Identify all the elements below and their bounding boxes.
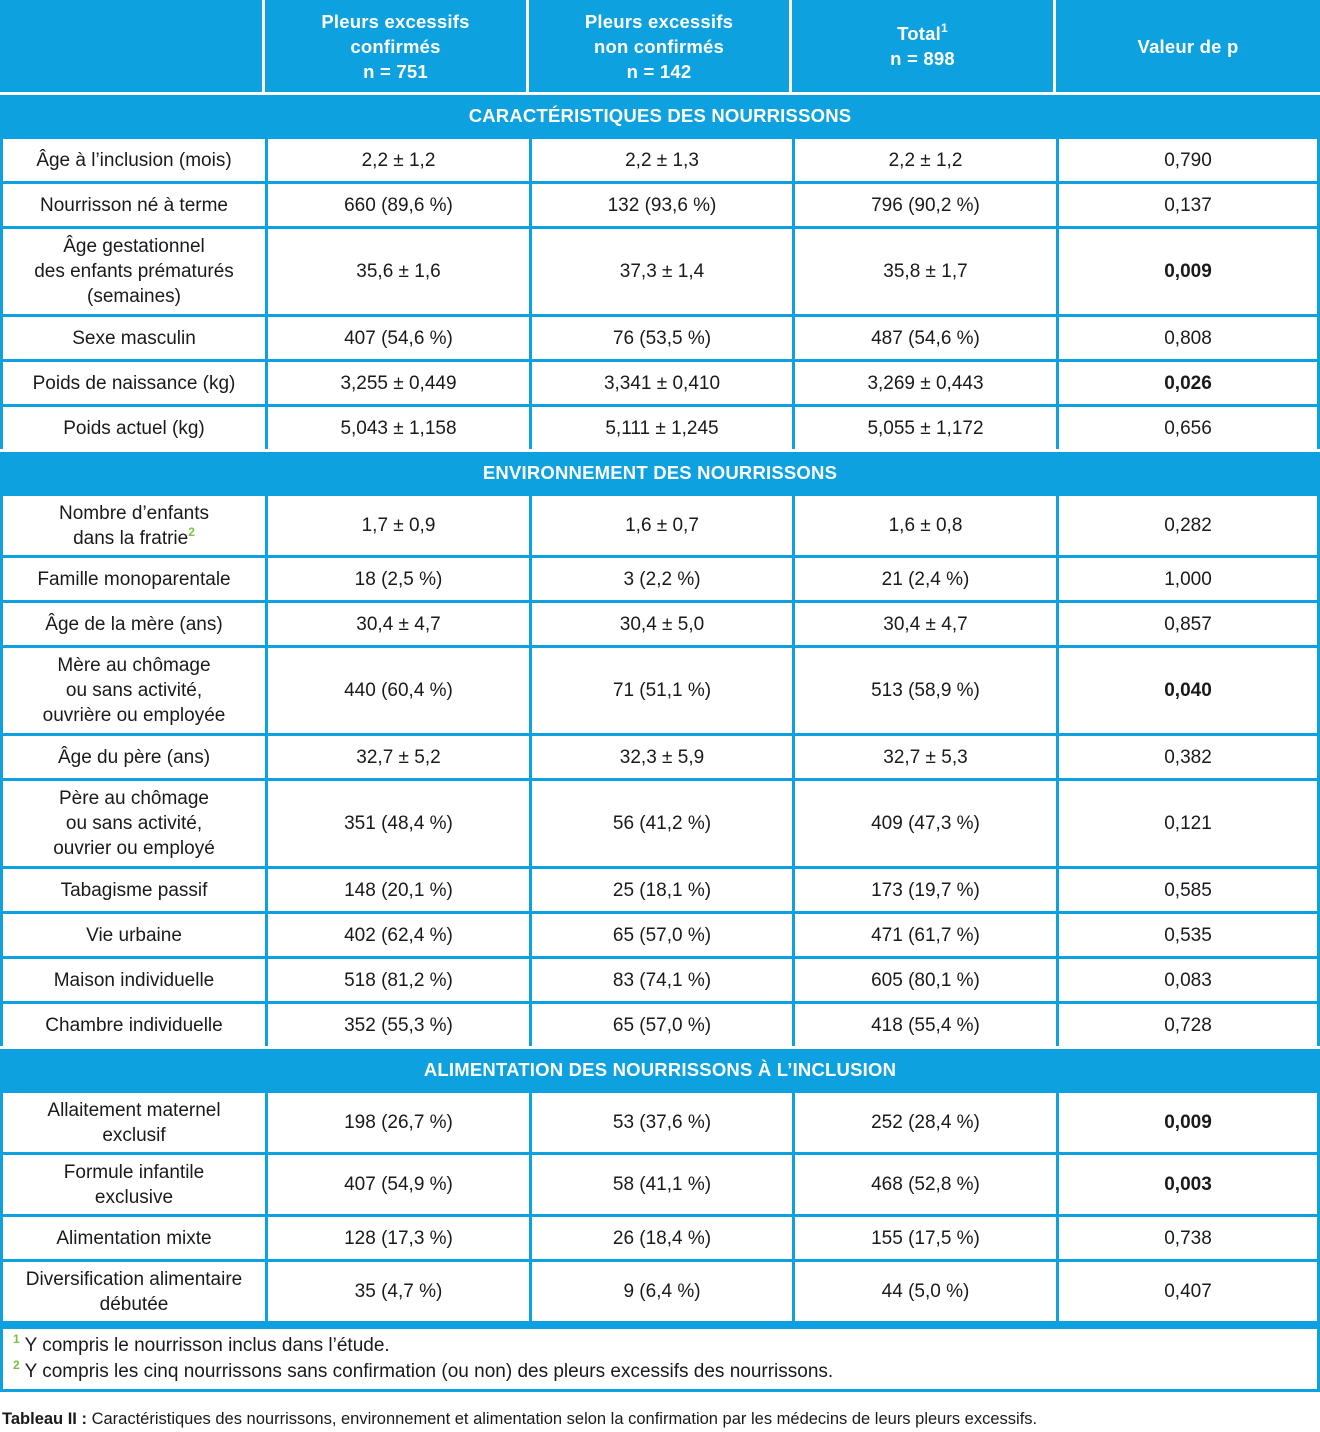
p-value-cell: 0,656 — [1056, 404, 1320, 449]
value-cell: 2,2 ± 1,3 — [529, 136, 792, 181]
value-cell: 351 (48,4 %) — [265, 778, 529, 866]
value-cell: 56 (41,2 %) — [529, 778, 792, 866]
value-cell: 471 (61,7 %) — [792, 911, 1056, 956]
value-cell: 148 (20,1 %) — [265, 866, 529, 911]
value-cell: 35,8 ± 1,7 — [792, 226, 1056, 314]
value-cell: 252 (28,4 %) — [792, 1090, 1056, 1152]
value-cell: 402 (62,4 %) — [265, 911, 529, 956]
value-cell: 30,4 ± 4,7 — [792, 600, 1056, 645]
p-value-cell: 0,382 — [1056, 733, 1320, 778]
value-cell: 37,3 ± 1,4 — [529, 226, 792, 314]
table-row — [0, 733, 1320, 778]
footnotes — [3, 1329, 1317, 1389]
p-value-cell: 0,808 — [1056, 314, 1320, 359]
section-title: CARACTÉRISTIQUES DES NOURRISSONS — [0, 92, 1320, 136]
p-value-cell: 0,009 — [1056, 1090, 1320, 1152]
footnote-marker: 2 — [188, 524, 195, 539]
value-cell: 352 (55,3 %) — [265, 1001, 529, 1046]
row-label: Père au chômage ou sans activité, ouvrier ou employé — [0, 778, 265, 866]
table-row — [0, 1214, 1320, 1259]
header-col-not-confirmed: Pleurs excessifs non confirmés n = 142 — [529, 0, 792, 92]
value-cell: 26 (18,4 %) — [529, 1214, 792, 1259]
value-cell: 605 (80,1 %) — [792, 956, 1056, 1001]
header-label-column — [0, 0, 265, 92]
row-label: Maison individuelle — [0, 956, 265, 1001]
caption-text: Caractéristiques des nourrissons, environnement et alimentation selon la confirmation par les médecins de leurs pleurs excessifs. — [91, 1410, 1038, 1428]
value-cell: 83 (74,1 %) — [529, 956, 792, 1001]
row-label: Âge de la mère (ans) — [0, 600, 265, 645]
value-cell: 65 (57,0 %) — [529, 911, 792, 956]
table-row — [0, 600, 1320, 645]
row-label: Nourrisson né à terme — [0, 181, 265, 226]
value-cell: 71 (51,1 %) — [529, 645, 792, 733]
value-cell: 407 (54,9 %) — [265, 1152, 529, 1214]
value-cell: 2,2 ± 1,2 — [265, 136, 529, 181]
p-value-cell: 0,857 — [1056, 600, 1320, 645]
value-cell: 30,4 ± 4,7 — [265, 600, 529, 645]
value-cell: 9 (6,4 %) — [529, 1259, 792, 1321]
value-cell: 132 (93,6 %) — [529, 181, 792, 226]
value-cell: 1,6 ± 0,8 — [792, 493, 1056, 555]
row-label: Poids de naissance (kg) — [0, 359, 265, 404]
table-row — [0, 1001, 1320, 1046]
row-label: Allaitement maternel exclusif — [0, 1090, 265, 1152]
value-cell: 1,6 ± 0,7 — [529, 493, 792, 555]
value-cell: 518 (81,2 %) — [265, 956, 529, 1001]
table-row — [0, 1259, 1320, 1321]
p-value-cell: 0,009 — [1056, 226, 1320, 314]
value-cell: 198 (26,7 %) — [265, 1090, 529, 1152]
table-row — [0, 911, 1320, 956]
value-cell: 155 (17,5 %) — [792, 1214, 1056, 1259]
value-cell: 5,111 ± 1,245 — [529, 404, 792, 449]
value-cell: 3,255 ± 0,449 — [265, 359, 529, 404]
table-row — [0, 314, 1320, 359]
table-row — [0, 778, 1320, 866]
row-label: Chambre individuelle — [0, 1001, 265, 1046]
value-cell: 32,7 ± 5,3 — [792, 733, 1056, 778]
row-label: Âge du père (ans) — [0, 733, 265, 778]
value-cell: 409 (47,3 %) — [792, 778, 1056, 866]
p-value-cell: 0,282 — [1056, 493, 1320, 555]
value-cell: 35 (4,7 %) — [265, 1259, 529, 1321]
table-row — [0, 226, 1320, 314]
header-col-total: Total$^1$ n = 898 — [792, 0, 1056, 92]
value-cell: 128 (17,3 %) — [265, 1214, 529, 1259]
value-cell: 2,2 ± 1,2 — [792, 136, 1056, 181]
row-label: Mère au chômage ou sans activité, ouvrière ou employée — [0, 645, 265, 733]
value-cell: 58 (41,1 %) — [529, 1152, 792, 1214]
p-value-cell: 0,407 — [1056, 1259, 1320, 1321]
table-row — [0, 136, 1320, 181]
table-row — [0, 1090, 1320, 1152]
table-header — [0, 0, 1320, 92]
section-header-row — [0, 92, 1320, 136]
value-cell: 660 (89,6 %) — [265, 181, 529, 226]
value-cell: 407 (54,6 %) — [265, 314, 529, 359]
value-cell: 18 (2,5 %) — [265, 555, 529, 600]
value-cell: 440 (60,4 %) — [265, 645, 529, 733]
table-body — [0, 92, 1320, 1321]
table-row — [0, 1152, 1320, 1214]
value-cell: 21 (2,4 %) — [792, 555, 1056, 600]
p-value-cell: 0,535 — [1056, 911, 1320, 956]
p-value-cell: 0,738 — [1056, 1214, 1320, 1259]
row-label: Famille monoparentale — [0, 555, 265, 600]
footnote: $^1$ Y compris le nourrisson inclus dans l’étude. — [13, 1332, 390, 1356]
row-label: Âge gestationnel des enfants prématurés (semaines) — [0, 226, 265, 314]
table-row — [0, 181, 1320, 226]
value-cell: 35,6 ± 1,6 — [265, 226, 529, 314]
table-caption — [2, 1410, 1037, 1429]
value-cell: 32,7 ± 5,2 — [265, 733, 529, 778]
p-value-cell: 0,137 — [1056, 181, 1320, 226]
value-cell: 173 (19,7 %) — [792, 866, 1056, 911]
footnote: $^2$ Y compris les cinq nourrissons sans confirmation (ou non) des pleurs excessifs des nourrissons. — [13, 1358, 834, 1382]
row-label: Formule infantile exclusive — [0, 1152, 265, 1214]
header-col-confirmed: Pleurs excessifs confirmés n = 751 — [265, 0, 529, 92]
value-cell: 25 (18,1 %) — [529, 866, 792, 911]
section-header-row — [0, 1046, 1320, 1090]
value-cell: 3,341 ± 0,410 — [529, 359, 792, 404]
table-row — [0, 404, 1320, 449]
p-value-cell: 0,728 — [1056, 1001, 1320, 1046]
table-row — [0, 555, 1320, 600]
value-cell: 5,043 ± 1,158 — [265, 404, 529, 449]
value-cell: 5,055 ± 1,172 — [792, 404, 1056, 449]
row-label: Diversification alimentaire débutée — [0, 1259, 265, 1321]
table-row — [0, 645, 1320, 733]
row-label: Nombre d’enfants dans la fratrie$^2$ — [0, 493, 265, 555]
value-cell: 468 (52,8 %) — [792, 1152, 1056, 1214]
row-label: Âge à l’inclusion (mois) — [0, 136, 265, 181]
caption-label: Tableau II : — [2, 1410, 87, 1428]
p-value-cell: 0,040 — [1056, 645, 1320, 733]
section-header-row — [0, 449, 1320, 493]
value-cell: 32,3 ± 5,9 — [529, 733, 792, 778]
table-row — [0, 866, 1320, 911]
p-value-cell: 1,000 — [1056, 555, 1320, 600]
value-cell: 65 (57,0 %) — [529, 1001, 792, 1046]
row-label: Sexe masculin — [0, 314, 265, 359]
value-cell: 30,4 ± 5,0 — [529, 600, 792, 645]
p-value-cell: 0,121 — [1056, 778, 1320, 866]
p-value-cell: 0,790 — [1056, 136, 1320, 181]
value-cell: 76 (53,5 %) — [529, 314, 792, 359]
p-value-cell: 0,026 — [1056, 359, 1320, 404]
value-cell: 487 (54,6 %) — [792, 314, 1056, 359]
value-cell: 418 (55,4 %) — [792, 1001, 1056, 1046]
value-cell: 53 (37,6 %) — [529, 1090, 792, 1152]
header-col-p-value: Valeur de p — [1137, 35, 1239, 57]
p-value-cell: 0,003 — [1056, 1152, 1320, 1214]
row-label: Vie urbaine — [0, 911, 265, 956]
value-cell: 3,269 ± 0,443 — [792, 359, 1056, 404]
row-label: Alimentation mixte — [0, 1214, 265, 1259]
table-row — [0, 359, 1320, 404]
section-title: ENVIRONNEMENT DES NOURRISSONS — [0, 449, 1320, 493]
row-label: Tabagisme passif — [0, 866, 265, 911]
table-row — [0, 493, 1320, 555]
value-cell: 1,7 ± 0,9 — [265, 493, 529, 555]
section-title: ALIMENTATION DES NOURRISSONS À L’INCLUSION — [0, 1046, 1320, 1090]
value-cell: 3 (2,2 %) — [529, 555, 792, 600]
row-label: Poids actuel (kg) — [0, 404, 265, 449]
value-cell: 44 (5,0 %) — [792, 1259, 1056, 1321]
p-value-cell: 0,585 — [1056, 866, 1320, 911]
value-cell: 513 (58,9 %) — [792, 645, 1056, 733]
value-cell: 796 (90,2 %) — [792, 181, 1056, 226]
table-row — [0, 956, 1320, 1001]
p-value-cell: 0,083 — [1056, 956, 1320, 1001]
